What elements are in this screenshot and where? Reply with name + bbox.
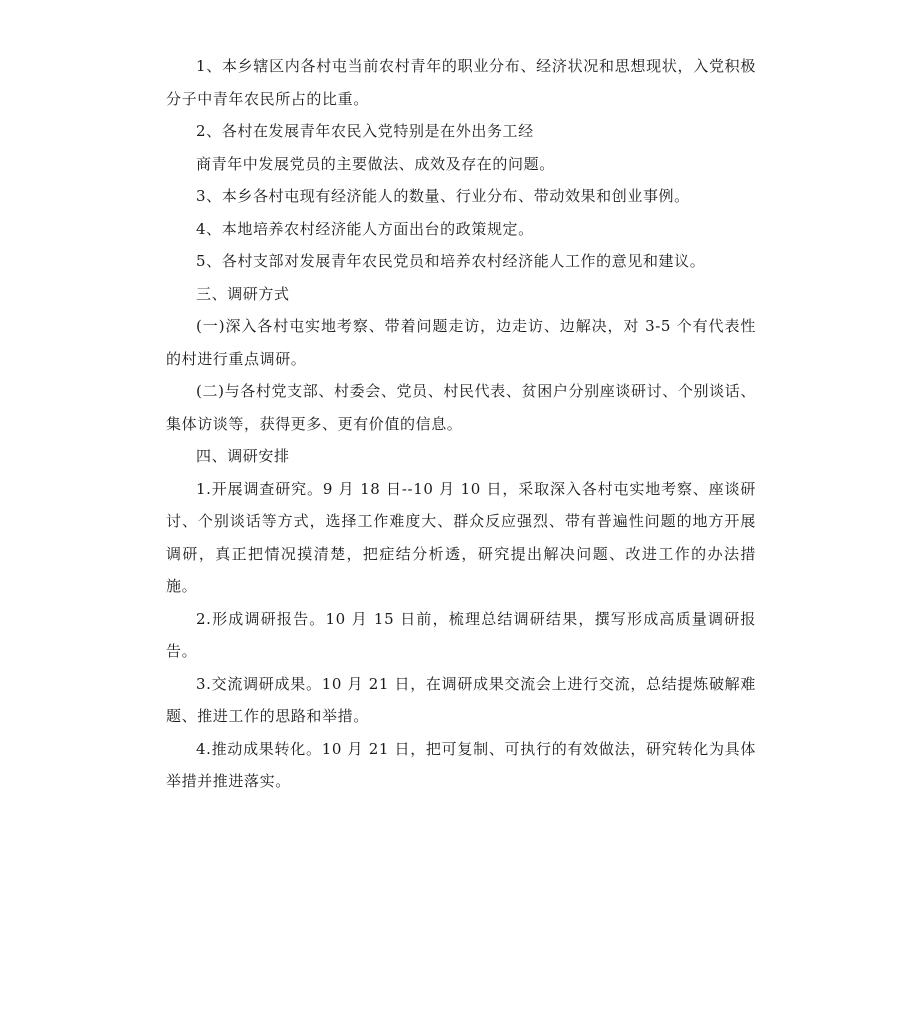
paragraph-method-2: (二)与各村党支部、村委会、党员、村民代表、贫困户分别座谈研讨、个别谈话、集体访谈等，获得更多、更有价值的信息。	[166, 382, 756, 433]
paragraph-item-2: 2、各村在发展青年农民入党特别是在外出务工经	[196, 122, 534, 140]
paragraph-schedule-3: 3.交流调研成果。10 月 21 日，在调研成果交流会上进行交流，总结提炼破解难题、推进工作的思路和举措。	[166, 674, 756, 725]
paragraph-schedule-4: 4.推动成果转化。10 月 21 日，把可复制、可执行的有效做法，研究转化为具体举措并推进落实。	[166, 739, 756, 790]
section-heading-schedule: 四、调研安排	[196, 447, 290, 465]
section-heading-method: 三、调研方式	[196, 284, 290, 303]
paragraph-item-5: 5、各村支部对发展青年农民党员和培养农村经济能人工作的意见和建议。	[196, 252, 706, 270]
paragraph-schedule-2: 2.形成调研报告。10 月 15 日前，梳理总结调研结果，撰写形成高质量调研报告。	[166, 609, 756, 660]
paragraph-item-1: 1、本乡辖区内各村屯当前农村青年的职业分布、经济状况和思想现状，入党积极分子中青年农民所占的比重。	[166, 57, 756, 108]
paragraph-method-1: (一)深入各村屯实地考察、带着问题走访，边走访、边解决，对 3-5 个有代表性的村进行重点调研。	[166, 317, 756, 368]
paragraph-item-4: 4、本地培养农村经济能人方面出台的政策规定。	[196, 219, 534, 238]
paragraph-item-3: 3、本乡各村屯现有经济能人的数量、行业分布、带动效果和创业事例。	[196, 187, 690, 205]
paragraph-item-2-continued: 商青年中发展党员的主要做法、成效及存在的问题。	[196, 154, 555, 173]
paragraph-schedule-1: 1.开展调查研究。9 月 18 日--10 月 10 日，采取深入各村屯实地考察、座谈研讨、个别谈话等方式，选择工作难度大、群众反应强烈、带有普遍性问题的地方开展调研，真正把情况摸清楚，把症结分析透，研究提出解决问题、改进工作的办法措施。	[166, 479, 756, 595]
document-body	[166, 50, 756, 798]
